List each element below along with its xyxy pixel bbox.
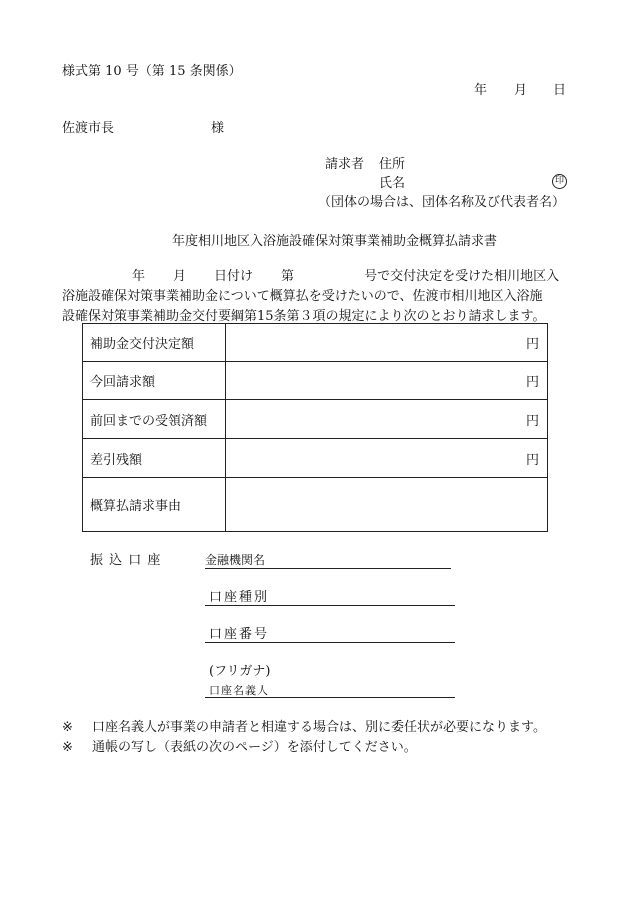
paragraph-line1-rest: 号で交付決定を受けた相川地区入 <box>364 269 560 284</box>
row-label: 前回までの受領済額 <box>83 400 226 439</box>
note-mark: ※ <box>62 720 73 735</box>
bank-institution-label: 金融機関名 <box>205 553 266 567</box>
row-unit <box>226 478 548 532</box>
document-title: 年度相川地区入浴施設確保対策事業補助金概算払請求書 <box>172 234 498 249</box>
row-label: 今回請求額 <box>83 362 226 400</box>
bank-account-number-line <box>205 642 455 643</box>
table-row <box>83 324 548 362</box>
table-row <box>83 439 548 478</box>
paragraph-line-3: 設確保対策事業補助金交付要綱第15条第３項の規定により次のとおり請求します。 <box>62 309 546 324</box>
row-unit: 円 <box>226 324 548 362</box>
form-number: 様式第 10 号（第 15 条関係） <box>62 64 242 79</box>
request-paragraph <box>62 267 572 327</box>
addressee-mayor: 佐渡市長 <box>62 121 115 136</box>
bank-heading: 振 込 口 座 <box>90 553 162 568</box>
note-text: 通帳の写し（表紙の次のページ）を添付してください。 <box>92 740 417 755</box>
addressee-honorific: 様 <box>211 121 225 136</box>
row-unit: 円 <box>226 400 548 439</box>
paragraph-year: 年 <box>132 269 146 284</box>
bank-account-type-line <box>205 605 455 606</box>
bank-account-type-label: 口座種別 <box>209 590 270 605</box>
bank-furigana-label: (フリガナ) <box>209 664 271 679</box>
bank-account-number-label: 口座番号 <box>209 627 270 642</box>
seal-icon: 印 <box>552 174 567 189</box>
table-row <box>83 478 548 532</box>
paragraph-dated: 日付け <box>214 269 254 284</box>
paragraph-number-prefix: 第 <box>281 269 295 284</box>
table-row <box>83 400 548 439</box>
row-label: 差引残額 <box>83 439 226 478</box>
row-label: 補助金交付決定額 <box>83 324 226 362</box>
requester-label: 請求者 <box>325 157 365 172</box>
paragraph-line-2: 浴施設確保対策事業補助金について概算払を受けたいので、佐渡市相川地区入浴施 <box>62 289 543 304</box>
bank-account-holder-line <box>205 697 455 698</box>
date-day-label: 日 <box>553 83 567 98</box>
date-year-label: 年 <box>474 83 488 98</box>
row-unit: 円 <box>226 439 548 478</box>
paragraph-line-1 <box>62 267 572 287</box>
date-month-label: 月 <box>514 83 528 98</box>
amount-table <box>82 323 548 532</box>
row-unit: 円 <box>226 362 548 400</box>
note-mark: ※ <box>62 740 73 755</box>
note-text: 口座名義人が事業の申請者と相違する場合は、別に委任状が必要になります。 <box>92 720 546 735</box>
bank-institution-line <box>205 568 451 569</box>
requester-name-label: 氏名 <box>379 176 406 191</box>
requester-group-note: （団体の場合は、団体名称及び代表者名） <box>318 195 566 210</box>
bank-account-holder-label: 口座名義人 <box>209 684 269 697</box>
requester-address-label: 住所 <box>379 157 406 172</box>
table-row <box>83 362 548 400</box>
row-label: 概算払請求事由 <box>83 478 226 532</box>
paragraph-month: 月 <box>173 269 187 284</box>
